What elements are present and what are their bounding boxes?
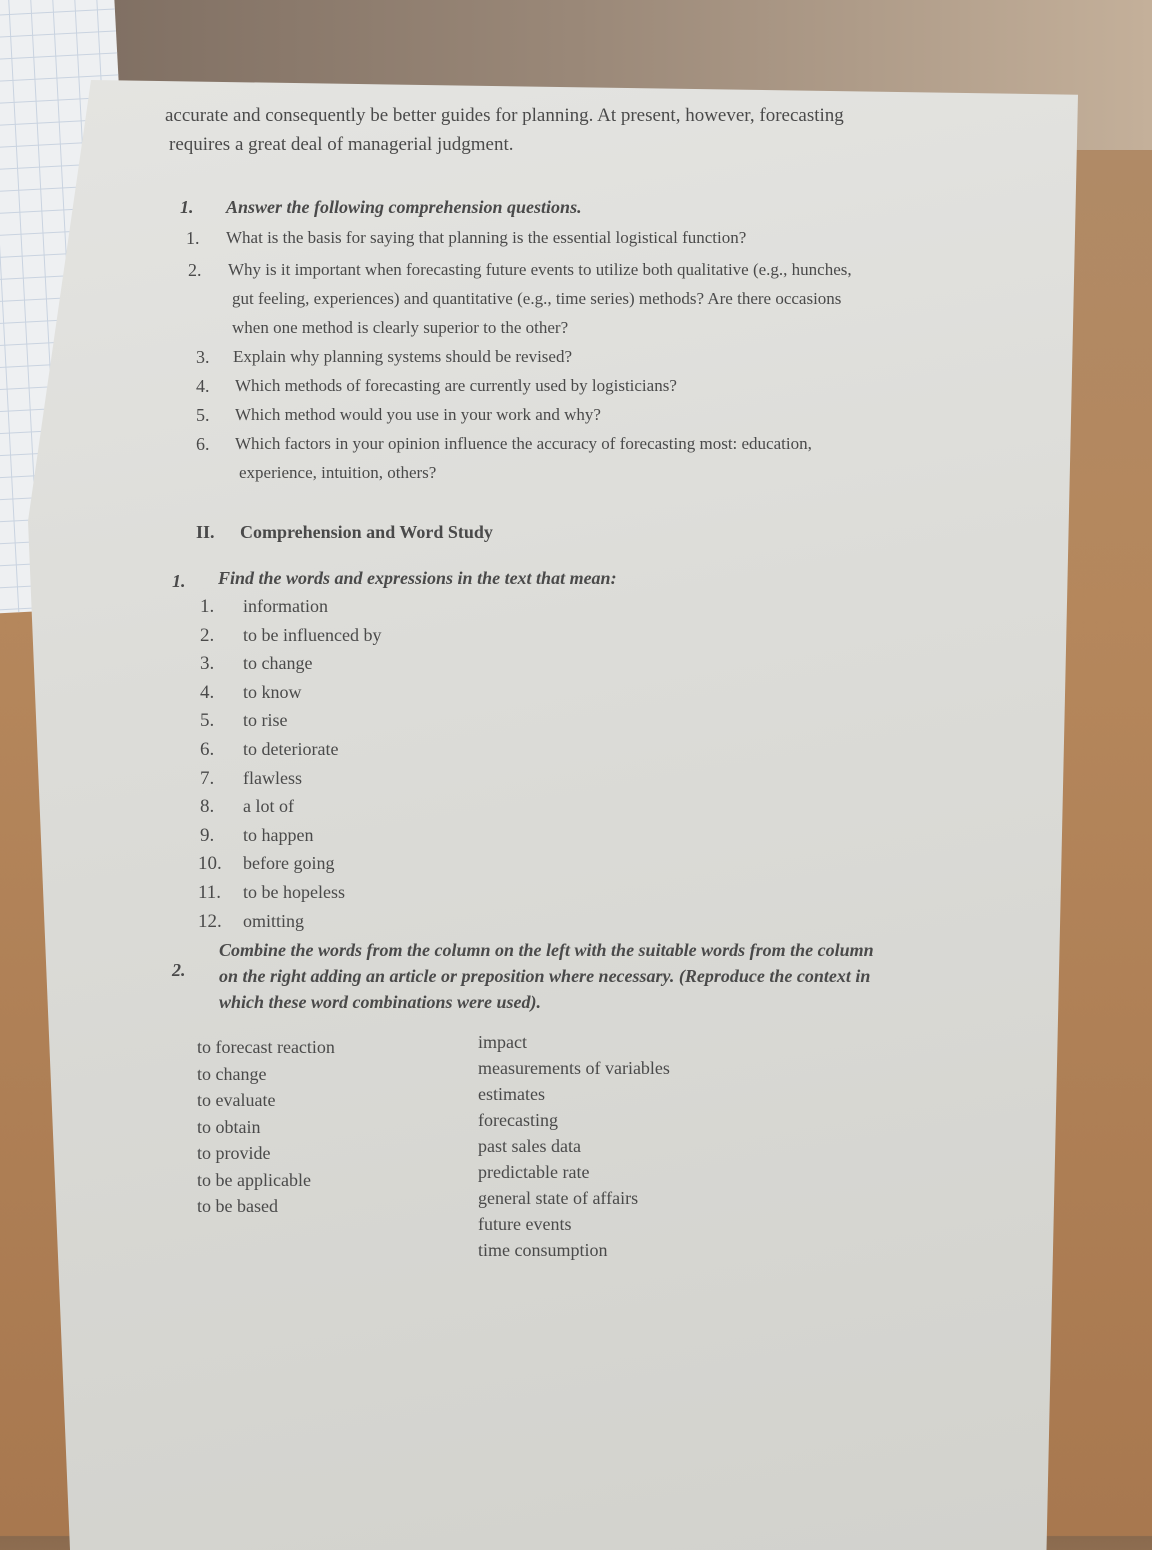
right-column-item: past sales data bbox=[478, 1136, 581, 1156]
task-number: 1. bbox=[172, 571, 186, 591]
intro-line: accurate and consequently be better guides for planning. At present, however, forecasting bbox=[165, 105, 844, 126]
item-text: flawless bbox=[243, 767, 302, 788]
right-column-item: forecasting bbox=[478, 1110, 558, 1130]
question-number: 4. bbox=[196, 376, 210, 396]
item-number: 9. bbox=[200, 824, 215, 846]
item-number: 12. bbox=[198, 910, 222, 932]
task-heading: which these word combinations were used). bbox=[219, 992, 542, 1012]
item-text: a lot of bbox=[243, 796, 294, 817]
question-number: 3. bbox=[196, 347, 210, 367]
right-column-item: measurements of variables bbox=[478, 1058, 670, 1078]
question-number: 6. bbox=[196, 434, 210, 454]
left-column-item: to forecast reaction bbox=[197, 1037, 335, 1057]
section-heading: Answer the following comprehension questions. bbox=[226, 197, 582, 217]
item-text: to be influenced by bbox=[243, 624, 382, 645]
question-text: gut feeling, experiences) and quantitative (e.g., time series) methods? Are there occasions bbox=[232, 289, 842, 308]
item-text: to rise bbox=[243, 710, 288, 731]
item-text: omitting bbox=[243, 910, 305, 931]
item-number: 10. bbox=[198, 853, 222, 875]
task-heading: on the right adding an article or preposition where necessary. (Reproduce the context in bbox=[219, 966, 871, 986]
right-column-item: time consumption bbox=[478, 1240, 608, 1260]
item-number: 3. bbox=[200, 653, 215, 675]
task-heading: Find the words and expressions in the text that mean: bbox=[218, 568, 617, 588]
item-text: to be hopeless bbox=[243, 882, 345, 902]
question-text: when one method is clearly superior to the other? bbox=[232, 318, 569, 337]
left-column-item: to change bbox=[197, 1063, 267, 1084]
question-number: 2. bbox=[188, 260, 202, 280]
item-number: 4. bbox=[200, 681, 215, 703]
left-column-item: to obtain bbox=[197, 1116, 261, 1137]
right-column-item: future events bbox=[478, 1214, 572, 1234]
section-number: II. bbox=[196, 522, 215, 542]
left-column-item: to evaluate bbox=[197, 1090, 276, 1110]
right-column-item: estimates bbox=[478, 1084, 545, 1104]
intro-line: requires a great deal of managerial judgment. bbox=[169, 134, 514, 155]
question-number: 5. bbox=[196, 405, 210, 425]
item-number: 1. bbox=[200, 596, 215, 617]
question-text: Which methods of forecasting are currently used by logisticians? bbox=[235, 376, 677, 395]
item-number: 11. bbox=[198, 882, 222, 903]
question-text: Why is it important when forecasting future events to utilize both qualitative (e.g., hunches, bbox=[228, 260, 852, 279]
question-number: 1. bbox=[186, 228, 200, 248]
item-number: 5. bbox=[200, 710, 215, 732]
question-text: experience, intuition, others? bbox=[239, 463, 437, 482]
left-column-item: to be applicable bbox=[197, 1169, 311, 1190]
question-text: What is the basis for saying that planning is the essential logistical function? bbox=[226, 228, 747, 247]
right-column-item: predictable rate bbox=[478, 1162, 590, 1182]
right-column-item: impact bbox=[478, 1032, 527, 1052]
task-number: 2. bbox=[172, 960, 186, 980]
item-number: 8. bbox=[200, 796, 215, 818]
left-column-item: to be based bbox=[197, 1196, 278, 1216]
item-number: 7. bbox=[200, 767, 215, 789]
task-heading: Combine the words from the column on the left with the suitable words from the column bbox=[219, 940, 874, 960]
question-text: Which factors in your opinion influence the accuracy of forecasting most: education, bbox=[235, 434, 812, 453]
section-heading: Comprehension and Word Study bbox=[240, 522, 493, 542]
item-number: 6. bbox=[200, 739, 215, 760]
question-text: Explain why planning systems should be revised? bbox=[233, 347, 573, 366]
left-column-item: to provide bbox=[197, 1143, 271, 1163]
item-text: to know bbox=[243, 681, 302, 702]
item-text: to change bbox=[243, 653, 313, 674]
item-text: before going bbox=[243, 853, 335, 874]
item-text: to happen bbox=[243, 824, 314, 845]
item-text: information bbox=[243, 596, 328, 616]
item-text: to deteriorate bbox=[243, 739, 339, 759]
section-number: 1. bbox=[180, 197, 194, 217]
question-text: Which method would you use in your work and why? bbox=[235, 405, 601, 424]
item-number: 2. bbox=[200, 624, 215, 646]
right-column-item: general state of affairs bbox=[478, 1188, 639, 1208]
